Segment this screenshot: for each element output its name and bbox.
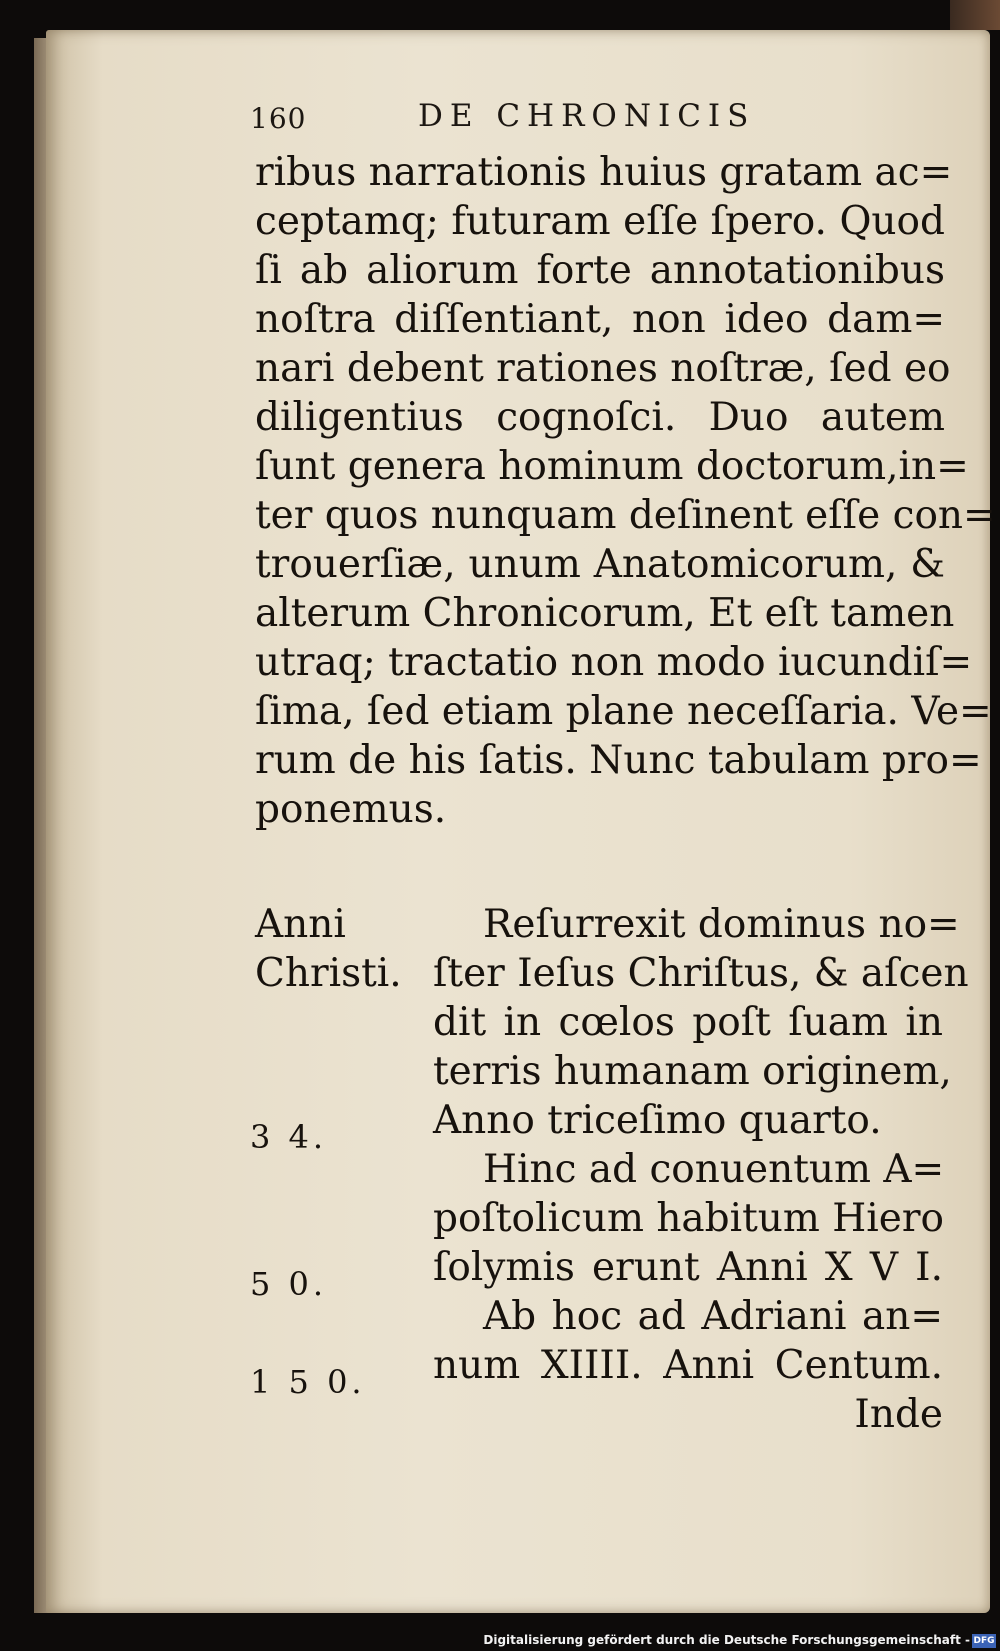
chronology-line: Ab hoc ad Adriani an=	[483, 1294, 943, 1339]
text-line: ponemus.	[255, 787, 447, 832]
chronology-entries	[433, 900, 969, 1439]
dfg-logo-icon: DFG	[973, 1636, 995, 1646]
chronology-line: terris humanam originem,	[433, 1049, 952, 1094]
text-line: alterum Chronicorum, Et eſt tamen	[255, 591, 955, 636]
chronology-line: Hinc ad conuentum A=	[483, 1147, 945, 1192]
chronology-line: ſter Ieſus Chriſtus, & aſcen	[433, 951, 969, 996]
book-cover-edge	[950, 0, 1000, 30]
year-marker: 3 4.	[250, 1118, 328, 1156]
text-line: nari debent rationes noſtræ, ſed eo	[255, 346, 951, 391]
running-title: DE CHRONICIS	[418, 98, 756, 134]
chronology-line: Reſurrexit dominus no=	[483, 902, 960, 947]
running-head	[250, 98, 950, 138]
body-paragraph	[255, 148, 996, 834]
text-line: ceptamq; futuram eſſe ſpero. Quod	[255, 199, 945, 244]
catchword: Inde	[854, 1392, 943, 1437]
chronology-line: Anno triceſimo quarto.	[433, 1098, 882, 1143]
year-marker: 1 5 0.	[250, 1363, 366, 1401]
page-number: 160	[250, 102, 307, 135]
text-line: diligentius cognoſci. Duo autem	[255, 395, 945, 440]
text-line: ter quos nunquam deſinent eſſe con=	[255, 493, 996, 538]
margin-heading-line: Anni	[255, 902, 346, 947]
year-marker: 5 0.	[250, 1265, 328, 1303]
funding-notice: Digitalisierung gefördert durch die Deutsche Forschungsgemeinschaft -	[483, 1633, 970, 1647]
text-line: ſima, ſed etiam plane neceſſaria. Ve=	[255, 689, 992, 734]
chronology-line: num XIIII. Anni Centum.	[433, 1343, 943, 1388]
text-line: ribus narrationis huius gratam ac=	[255, 150, 953, 195]
margin-heading-line: Christi.	[255, 951, 402, 996]
text-line: rum de his ſatis. Nunc tabulam pro=	[255, 738, 982, 783]
chronology-line: ſolymis erunt Anni X V I.	[433, 1245, 943, 1290]
text-line: ſunt genera hominum doctorum,in=	[255, 444, 969, 489]
margin-heading	[255, 900, 402, 998]
text-line: noſtra diſſentiant, non ideo dam=	[255, 297, 945, 342]
text-line: ſi ab aliorum forte annotationibus	[255, 248, 945, 293]
chronology-line: poſtolicum habitum Hiero	[433, 1196, 944, 1241]
chronology-line: dit in cœlos poſt ſuam in	[433, 1000, 943, 1045]
text-line: trouerſiæ, unum Anatomicorum, &	[255, 542, 945, 587]
text-line: utraq; tractatio non modo iucundiſ=	[255, 640, 973, 685]
